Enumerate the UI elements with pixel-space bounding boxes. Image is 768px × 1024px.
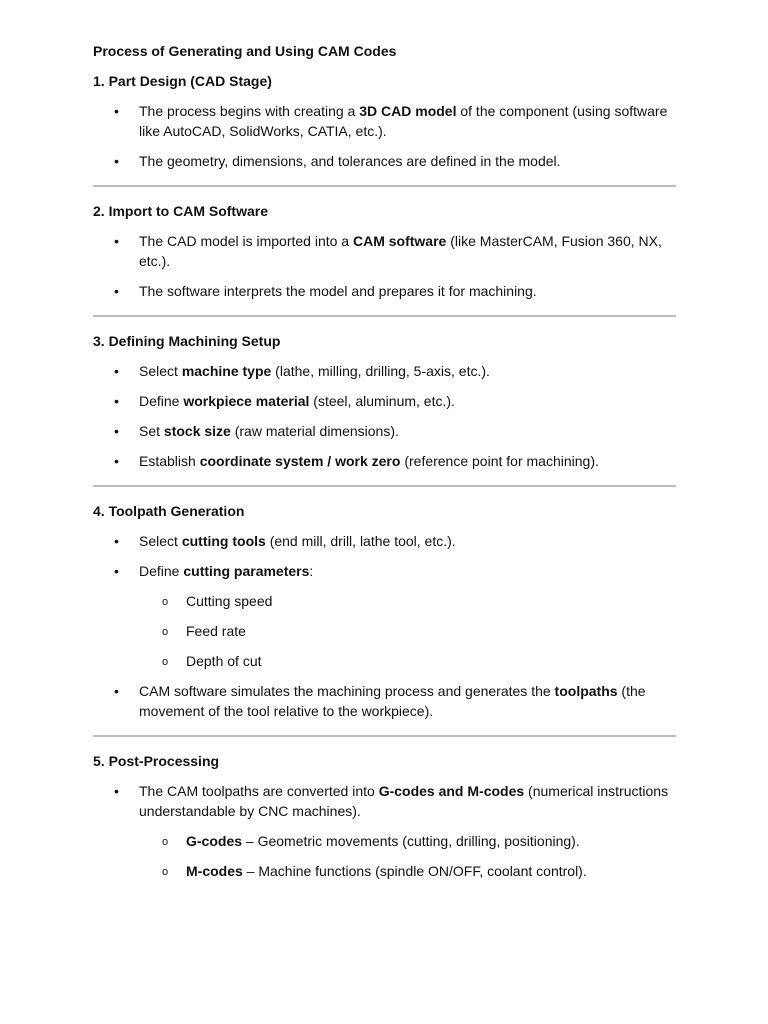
item-text: (lathe, milling, drilling, 5-axis, etc.). (271, 363, 490, 379)
item-bold-text: cutting tools (181, 533, 266, 549)
section-post-processing (93, 751, 676, 881)
item-text: (reference point for machining). (400, 453, 599, 469)
section-toolpath-generation (93, 501, 676, 721)
item-text: The software interprets the model and prepares it for machining. (139, 283, 537, 299)
item-text: of the component (using software like AutoCAD, SolidWorks, CATIA, etc.). (139, 103, 668, 139)
section-heading: 1. Part Design (CAD Stage) (93, 73, 272, 89)
sub-list (139, 591, 676, 671)
list-item (93, 681, 676, 721)
item-text: Define (139, 393, 184, 409)
item-text: Cutting speed (186, 593, 273, 609)
item-text: The process begins with creating a (139, 103, 360, 119)
section-divider (93, 485, 676, 487)
list-item (93, 231, 676, 271)
item-text: Set (139, 423, 164, 439)
bullet-list (93, 361, 676, 471)
list-item (93, 101, 676, 141)
item-text: The geometry, dimensions, and tolerances are defined in the model. (139, 153, 561, 169)
bullet-list (93, 781, 676, 881)
section-divider (93, 735, 676, 737)
item-bold-text: cutting parameters (183, 563, 310, 579)
item-text: The CAD model is imported into a (139, 233, 353, 249)
sub-list (139, 831, 676, 881)
item-bold-text: machine type (181, 363, 272, 379)
sub-list-item (139, 651, 676, 671)
list-item (93, 421, 676, 441)
section-heading: 2. Import to CAM Software (93, 203, 269, 219)
section-machining-setup (93, 331, 676, 471)
item-bold-text: stock size (163, 423, 231, 439)
item-text: (steel, aluminum, etc.). (309, 393, 455, 409)
document-title: Process of Generating and Using CAM Codes (93, 43, 397, 59)
sub-list-item (139, 861, 676, 881)
item-text: (the movement of the tool relative to the workpiece). (139, 683, 646, 719)
list-item (93, 561, 676, 671)
item-bold-text: G-codes (186, 833, 243, 849)
item-bold-text: toolpaths (554, 683, 618, 699)
item-text: (numerical instructions understandable by CNC machines). (139, 783, 669, 819)
list-item (93, 281, 676, 301)
item-text: Establish (139, 453, 200, 469)
item-text: – Machine functions (spindle ON/OFF, coolant control). (242, 863, 587, 879)
item-text: (end mill, drill, lathe tool, etc.). (265, 533, 456, 549)
section-divider (93, 315, 676, 317)
item-bold-text: 3D CAD model (359, 103, 457, 119)
item-text: The CAM toolpaths are converted into (139, 783, 379, 799)
item-text: : (309, 563, 314, 579)
sub-list-item (139, 831, 676, 851)
item-text: Depth of cut (186, 653, 262, 669)
list-item (93, 391, 676, 411)
section-divider (93, 185, 676, 187)
section-heading: 5. Post-Processing (93, 753, 220, 769)
sub-list-item (139, 591, 676, 611)
sub-list-item (139, 621, 676, 641)
item-text: Select (139, 533, 182, 549)
section-part-design (93, 71, 676, 171)
item-bold-text: workpiece material (183, 393, 310, 409)
bullet-list (93, 531, 676, 721)
section-heading: 3. Defining Machining Setup (93, 333, 281, 349)
item-text: Select (139, 363, 182, 379)
item-text: CAM software simulates the machining process and generates the (139, 683, 555, 699)
bullet-list (93, 101, 676, 171)
item-text: Define (139, 563, 184, 579)
item-text: (like MasterCAM, Fusion 360, NX, etc.). (139, 233, 662, 269)
item-bold-text: CAM software (352, 233, 447, 249)
list-item (93, 781, 676, 881)
item-text: – Geometric movements (cutting, drilling, positioning). (242, 833, 580, 849)
list-item (93, 151, 676, 171)
item-text: Feed rate (186, 623, 246, 639)
item-bold-text: coordinate system / work zero (199, 453, 401, 469)
item-bold-text: G-codes and M-codes (378, 783, 525, 799)
item-bold-text: M-codes (186, 863, 243, 879)
list-item (93, 361, 676, 381)
bullet-list (93, 231, 676, 301)
section-heading: 4. Toolpath Generation (93, 503, 245, 519)
list-item (93, 531, 676, 551)
item-text: (raw material dimensions). (230, 423, 399, 439)
list-item (93, 451, 676, 471)
section-import-cam (93, 201, 676, 301)
